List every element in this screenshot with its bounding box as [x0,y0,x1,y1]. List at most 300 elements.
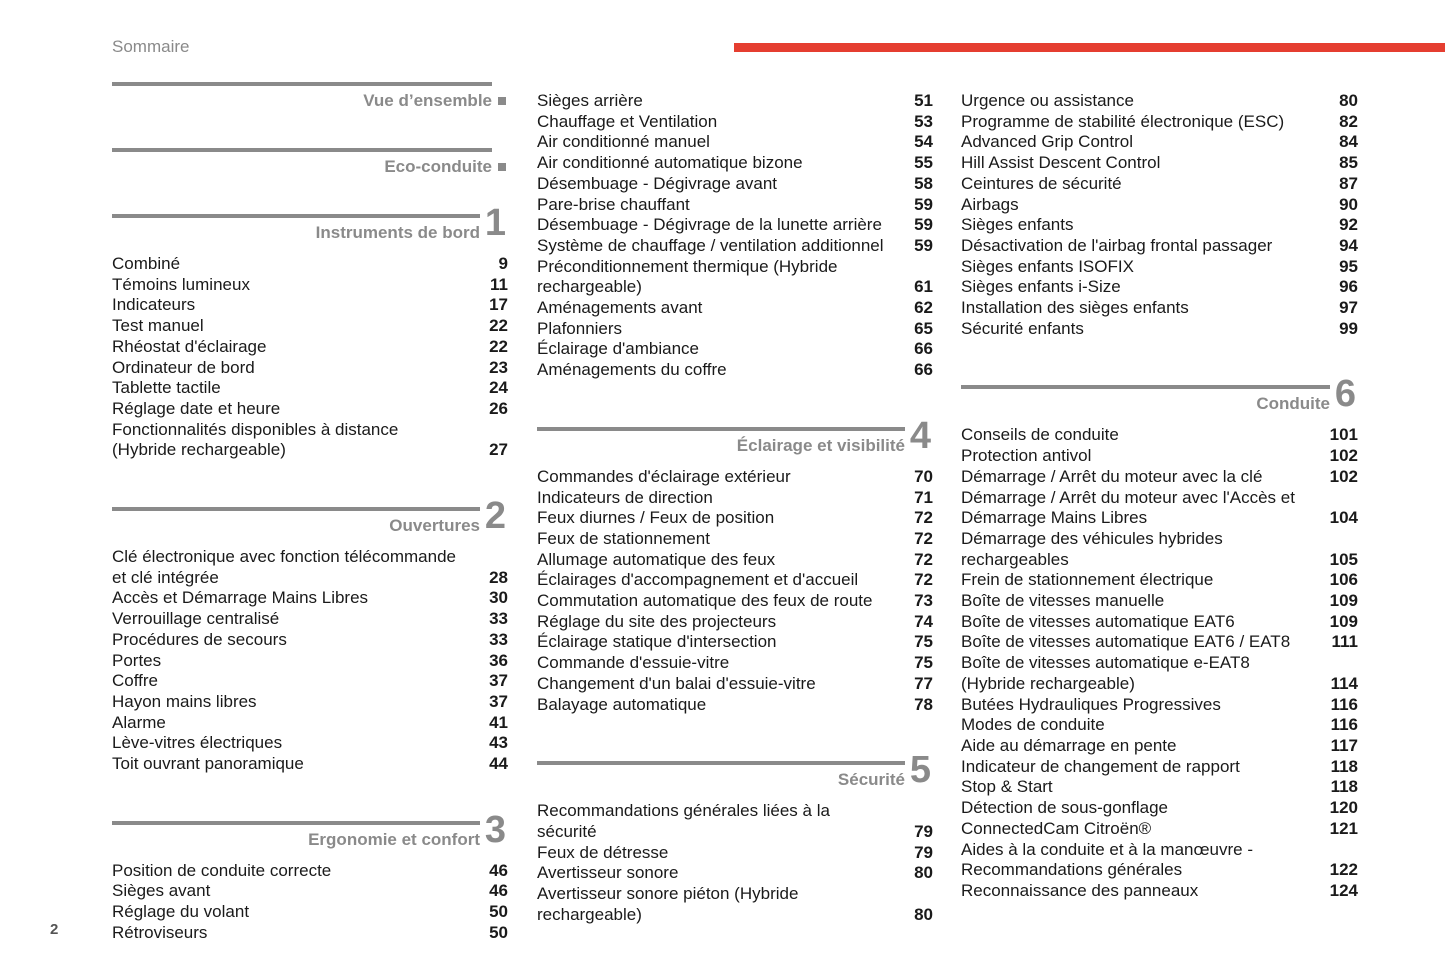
toc-entry[interactable] [961,715,1358,736]
toc-entry-title: Aménagements avant [537,298,703,318]
toc-entry-page: 26 [489,398,508,418]
toc-entry-title: Désembuage - Dégivrage de la lunette arrière [537,215,882,235]
toc-entry-title: Conseils de conduite [961,425,1119,445]
toc-entry-title: Feux de stationnement [537,528,710,548]
toc-entry[interactable] [961,153,1358,174]
section-square-icon [498,163,506,171]
toc-entry[interactable] [112,316,508,337]
toc-entry[interactable] [112,671,508,692]
section-rule [537,427,905,431]
toc-entry-title: Sièges enfants [961,215,1074,235]
toc-entry-title: Indicateurs de direction [537,487,713,507]
section-number: 4 [909,414,931,457]
toc-entry[interactable] [112,651,508,672]
toc-entry-page: 102 [1329,466,1358,486]
toc-entry-title: Hayon mains libres [112,691,257,711]
toc-entry-page: 106 [1329,570,1358,590]
toc-entry[interactable] [537,467,933,488]
toc-entry-page: 66 [914,339,933,359]
toc-entry[interactable] [537,884,933,925]
toc-entry[interactable] [961,777,1358,798]
toc-entry[interactable] [112,609,508,630]
toc-entry-page: 117 [1330,735,1358,755]
toc-section [961,373,1358,901]
toc-entry[interactable] [112,902,508,923]
toc-entry-title: Aide au démarrage en pente [961,735,1177,755]
toc-entry-title: Coffre [112,671,158,691]
toc-entry-page: 46 [489,860,508,880]
section-header [537,414,933,467]
toc-entry[interactable] [961,174,1358,195]
toc-entry-title: Position de conduite correcte [112,860,332,880]
toc-entry-page: 109 [1329,611,1358,631]
toc-entry[interactable] [961,757,1358,778]
toc-entry[interactable] [112,881,508,902]
toc-entry-title: Désembuage - Dégivrage avant [537,173,778,193]
toc-entry[interactable] [537,215,933,236]
toc-entry-title: Clé électronique avec fonction télécommande et clé intégrée [112,547,456,587]
toc-entry-title: Préconditionnement thermique (Hybride rechargeable) [537,256,838,297]
section-header [112,808,508,861]
toc-entry-page: 50 [489,902,508,922]
toc-column-3 [961,91,1358,902]
section-header [112,78,508,122]
toc-entry-page: 22 [489,336,508,356]
toc-entry-page: 54 [914,132,933,152]
toc-entry-page: 11 [490,274,508,294]
toc-entry-page: 66 [914,360,933,380]
toc-entry[interactable] [961,257,1358,278]
toc-entry-title: Accès et Démarrage Mains Libres [112,588,369,608]
toc-entry[interactable] [112,358,508,379]
toc-entry-title: Advanced Grip Control [961,132,1133,152]
toc-entry-title: Urgence ou assistance [961,91,1134,110]
toc-entry-page: 17 [489,295,508,315]
toc-entry-title: Commande d'essuie-vitre [537,653,730,673]
toc-entry-title: Désactivation de l'airbag frontal passager [961,235,1273,255]
toc-entry-page: 33 [489,609,508,629]
toc-entry-page: 72 [914,549,933,569]
toc-entry[interactable] [537,339,933,360]
toc-entry-page: 61 [914,277,933,297]
toc-entry-title: Balayage automatique [537,694,707,714]
toc-entry[interactable] [961,132,1358,153]
toc-entry-title: Frein de stationnement électrique [961,570,1214,590]
toc-entry-page: 53 [914,111,933,131]
toc-entry-page: 59 [914,194,933,214]
toc-entry[interactable] [537,653,933,674]
toc-entry-page: 84 [1339,132,1358,152]
toc-entry[interactable] [112,547,508,588]
section-spacer [112,461,508,503]
toc-entry-title: Système de chauffage / ventilation additionnel [537,235,884,255]
toc-entry[interactable] [112,399,508,420]
toc-entry-page: 41 [489,712,508,732]
section-number: 1 [484,202,506,244]
toc-entry-page: 72 [914,570,933,590]
toc-entry-title: Avertisseur sonore [537,863,679,883]
toc-entry-page: 109 [1329,591,1358,611]
toc-entry[interactable] [537,91,933,112]
toc-entry-title: Éclairage statique d'intersection [537,632,777,652]
toc-entry[interactable] [112,588,508,609]
section-square-icon [498,97,506,105]
section-rule [112,148,492,152]
toc-section [537,414,933,757]
toc-entry[interactable] [961,612,1358,633]
toc-entry[interactable] [537,298,933,319]
toc-entry-title: Réglage date et heure [112,398,281,418]
toc-entry[interactable] [961,319,1358,340]
toc-entry-title: Aménagements du coffre [537,360,727,380]
toc-entry-title: Boîte de vitesses automatique EAT6 / EAT8 [961,632,1291,652]
toc-entry-title: Toit ouvrant panoramique [112,754,304,774]
toc-entry-page: 87 [1339,173,1358,193]
toc-entry[interactable] [961,91,1358,112]
toc-entry-title: Tablette tactile [112,378,221,398]
toc-entry-page: 118 [1330,756,1358,776]
toc-entry-title: Rétroviseurs [112,922,208,942]
toc-section [112,144,508,210]
toc-entry[interactable] [961,819,1358,840]
toc-entry-page: 75 [914,632,933,652]
section-title[interactable]: Ergonomie et confort [308,829,480,849]
section-spacer [112,122,508,144]
toc-entry[interactable] [537,236,933,257]
toc-entry-page: 70 [914,466,933,486]
toc-entry[interactable] [961,736,1358,757]
toc-entry-title: Témoins lumineux [112,274,250,294]
toc-section [112,202,508,503]
section-header [112,144,508,188]
toc-entry-title: Pare-brise chauffant [537,194,690,214]
toc-entry-title: Démarrage / Arrêt du moteur avec la clé [961,466,1263,486]
toc-entry-page: 62 [914,298,933,318]
toc-entry-page: 79 [914,821,933,841]
toc-entry-page: 90 [1339,194,1358,214]
toc-entry-title: Boîte de vitesses manuelle [961,591,1165,611]
toc-entry-title: Aides à la conduite et à la manœuvre - Recommandations générales [961,839,1253,880]
toc-entry[interactable] [112,275,508,296]
toc-entry[interactable] [112,713,508,734]
toc-entry[interactable] [537,674,933,695]
toc-entry[interactable] [537,508,933,529]
toc-entry-title: Sécurité enfants [961,318,1084,338]
toc-section [112,495,508,817]
toc-entry[interactable] [961,425,1358,446]
toc-entry[interactable] [961,881,1358,902]
toc-entry[interactable] [112,733,508,754]
toc-entry-page: 75 [914,653,933,673]
toc-entry[interactable] [961,798,1358,819]
section-spacer [961,339,1358,381]
toc-entry-title: Ordinateur de bord [112,357,255,377]
toc-entry-page: 121 [1329,818,1358,838]
page-number: 2 [50,921,59,938]
toc-entry[interactable] [537,153,933,174]
toc-entry-page: 46 [489,881,508,901]
toc-entry[interactable] [537,488,933,509]
toc-entry[interactable] [961,195,1358,216]
toc-entry-page: 27 [489,440,508,460]
toc-entry-page: 37 [489,671,508,691]
toc-entry-page: 23 [489,357,508,377]
toc-entry-title: Sièges enfants ISOFIX [961,256,1134,276]
toc-entry[interactable] [961,591,1358,612]
toc-entry[interactable] [537,195,933,216]
toc-entry-page: 97 [1339,298,1358,318]
section-title[interactable]: Instruments de bord [315,223,480,242]
toc-entry-page: 72 [914,508,933,528]
toc-section [112,808,508,944]
section-title[interactable]: Éclairage et visibilité [736,435,905,455]
toc-section [537,91,933,423]
toc-entry-title: Démarrage / Arrêt du moteur avec l'Accès et Démarrage Mains Libres [961,487,1295,528]
toc-entry-title: ConnectedCam Citroën® [961,818,1152,838]
toc-entry-page: 50 [489,922,508,942]
section-header [112,495,508,547]
toc-entry-page: 114 [1330,673,1358,693]
section-rule [537,761,905,765]
toc-entry[interactable] [537,612,933,633]
toc-entry[interactable] [112,754,508,775]
toc-entry[interactable] [961,632,1358,653]
toc-entry-page: 104 [1329,508,1358,528]
toc-entry-page: 77 [914,673,933,693]
toc-entry-page: 80 [914,863,933,883]
section-title[interactable]: Eco-conduite [384,157,492,176]
toc-entry-title: Stop & Start [961,777,1053,797]
toc-entry-page: 43 [489,733,508,753]
section-rule [112,507,480,511]
toc-entry-page: 99 [1339,318,1358,338]
toc-entry-title: Boîte de vitesses automatique EAT6 [961,611,1235,631]
toc-entry-title: Feux de détresse [537,842,669,862]
toc-entry-page: 111 [1331,632,1358,652]
toc-entry-title: Sièges arrière [537,91,643,110]
toc-entry-page: 80 [1339,91,1358,110]
toc-entry-page: 28 [489,567,508,587]
toc-entry-page: 37 [489,691,508,711]
toc-entry[interactable] [537,843,933,864]
toc-entry[interactable] [112,378,508,399]
toc-entry[interactable] [537,529,933,550]
toc-entry[interactable] [537,695,933,716]
toc-entry-title: Combiné [112,254,181,273]
toc-entry-title: Reconnaissance des panneaux [961,880,1199,900]
toc-entry-page: 124 [1329,880,1358,900]
section-spacer [112,188,508,210]
toc-entry-title: Test manuel [112,316,204,336]
section-spacer [112,775,508,817]
section-number: 6 [1334,373,1356,416]
toc-entry-title: Verrouillage centralisé [112,609,280,629]
toc-entry-title: Air conditionné manuel [537,132,710,152]
toc-entry-title: Plafonniers [537,318,623,338]
toc-entry-page: 82 [1339,111,1358,131]
section-header [112,202,508,254]
toc-entry-title: Indicateurs [112,295,196,315]
toc-entry[interactable] [537,801,933,842]
toc-entry-page: 65 [914,318,933,338]
toc-entry-page: 71 [914,487,933,507]
toc-entry-title: Commandes d'éclairage extérieur [537,466,791,486]
section-header [961,373,1358,425]
toc-entry-title: Boîte de vitesses automatique e-EAT8 (Hybride rechargeable) [961,653,1250,693]
section-number: 3 [484,808,506,851]
toc-entry-title: Modes de conduite [961,715,1105,735]
toc-entry-title: Recommandations générales liées à la sécurité [537,801,830,841]
toc-entry-title: Airbags [961,194,1019,214]
toc-entry[interactable] [961,236,1358,257]
toc-entry[interactable] [961,529,1358,570]
toc-entry-page: 95 [1339,256,1358,276]
toc-entry-page: 9 [498,254,508,273]
toc-entry-page: 102 [1329,446,1358,466]
toc-entry-page: 118 [1330,777,1358,797]
toc-entry-page: 94 [1339,235,1358,255]
toc-entry[interactable] [961,570,1358,591]
section-title[interactable]: Ouvertures [389,516,480,536]
section-spacer [537,381,933,423]
toc-entry-title: Allumage automatique des feux [537,549,776,569]
toc-entry-page: 101 [1329,425,1358,445]
toc-entry-title: Fonctionnalités disponibles à distance (Hybride rechargeable) [112,419,399,460]
toc-entry-title: Démarrage des véhicules hybrides rechargeables [961,528,1223,569]
toc-entry[interactable] [961,298,1358,319]
toc-entry-title: Procédures de secours [112,629,287,649]
toc-section [537,749,933,925]
toc-entry[interactable] [961,467,1358,488]
toc-entry-page: 59 [914,215,933,235]
section-header [537,749,933,801]
toc-entry[interactable] [961,277,1358,298]
toc-entry-title: Portes [112,650,162,670]
toc-entry-page: 30 [489,588,508,608]
toc-entry[interactable] [537,591,933,612]
toc-entry-page: 44 [489,754,508,774]
toc-entry-page: 74 [914,611,933,631]
toc-entry-page: 33 [489,629,508,649]
section-number: 5 [909,749,931,792]
toc-entry[interactable] [537,319,933,340]
toc-entry-title: Détection de sous-gonflage [961,798,1168,818]
toc-entry[interactable] [537,360,933,381]
toc-entry-title: Alarme [112,712,166,732]
toc-entry-title: Éclairages d'accompagnement et d'accueil [537,570,859,590]
section-title[interactable]: Sécurité [837,770,905,790]
toc-entry-title: Éclairage d'ambiance [537,339,700,359]
toc-entry[interactable] [961,488,1358,529]
toc-entry-title: Sièges avant [112,881,211,901]
toc-entry-title: Réglage du volant [112,902,250,922]
toc-entry-page: 120 [1329,798,1358,818]
toc-entry[interactable] [537,174,933,195]
toc-entry[interactable] [961,215,1358,236]
toc-entry[interactable] [537,632,933,653]
toc-entry-title: Ceintures de sécurité [961,173,1122,193]
toc-entry-title: Réglage du site des projecteurs [537,611,777,631]
toc-entry-page: 85 [1339,153,1358,173]
toc-entry-title: Air conditionné automatique bizone [537,153,803,173]
toc-entry-title: Chauffage et Ventilation [537,111,718,131]
toc-entry[interactable] [112,254,508,275]
toc-entry[interactable] [537,863,933,884]
toc-entry[interactable] [112,295,508,316]
toc-entry-page: 73 [914,591,933,611]
toc-entry[interactable] [961,653,1358,694]
toc-entry-title: Lève-vitres électriques [112,733,283,753]
page-header-title: Sommaire [112,37,190,56]
toc-entry-title: Installation des sièges enfants [961,298,1189,318]
toc-entry-title: Sièges enfants i-Size [961,277,1121,297]
toc-column-1 [112,78,508,944]
toc-entry[interactable] [537,132,933,153]
toc-entry[interactable] [537,570,933,591]
toc-section [112,78,508,144]
toc-entry-page: 92 [1339,215,1358,235]
toc-entry[interactable] [961,446,1358,467]
toc-entry-page: 105 [1329,549,1358,569]
toc-entry[interactable] [112,420,508,461]
toc-entry[interactable] [537,257,933,298]
toc-entry-page: 58 [914,173,933,193]
toc-entry-title: Indicateur de changement de rapport [961,756,1240,776]
toc-entry-title: Programme de stabilité électronique (ESC) [961,111,1285,131]
section-spacer [537,715,933,757]
section-title[interactable]: Conduite [1256,394,1330,414]
toc-entry-page: 24 [489,378,508,398]
toc-column-2 [537,91,933,926]
section-number: 2 [484,495,506,538]
toc-entry-page: 72 [914,528,933,548]
toc-entry-title: Changement d'un balai d'essuie-vitre [537,673,816,693]
toc-entry[interactable] [112,692,508,713]
toc-section [961,91,1358,381]
toc-entry-page: 116 [1330,715,1358,735]
toc-entry[interactable] [961,695,1358,716]
toc-entry-title: Commutation automatique des feux de route [537,591,873,611]
toc-entry-page: 78 [914,694,933,714]
toc-entry[interactable] [112,861,508,882]
toc-entry[interactable] [112,630,508,651]
toc-entry[interactable] [112,923,508,944]
toc-entry[interactable] [112,337,508,358]
section-rule [112,821,480,825]
toc-entry-title: Rhéostat d'éclairage [112,336,267,356]
toc-entry-page: 96 [1339,277,1358,297]
toc-entry-title: Feux diurnes / Feux de position [537,508,775,528]
toc-entry-page: 116 [1330,694,1358,714]
toc-entry[interactable] [537,550,933,571]
toc-entry-page: 51 [914,91,933,110]
toc-entry-title: Avertisseur sonore piéton (Hybride rechargeable) [537,884,799,924]
section-rule [112,82,492,86]
toc-entry-page: 80 [914,904,933,924]
header-accent-bar [734,43,1445,52]
toc-entry-page: 55 [914,153,933,173]
toc-entry-title: Butées Hydrauliques Progressives [961,694,1221,714]
toc-entry-page: 22 [489,316,508,336]
section-title[interactable]: Vue d’ensemble [363,91,492,110]
toc-entry[interactable] [961,840,1358,881]
toc-entry[interactable] [961,112,1358,133]
toc-entry-page: 79 [914,842,933,862]
section-rule [961,385,1330,389]
toc-entry-title: Protection antivol [961,446,1092,466]
toc-entry[interactable] [537,112,933,133]
section-rule [112,214,480,218]
